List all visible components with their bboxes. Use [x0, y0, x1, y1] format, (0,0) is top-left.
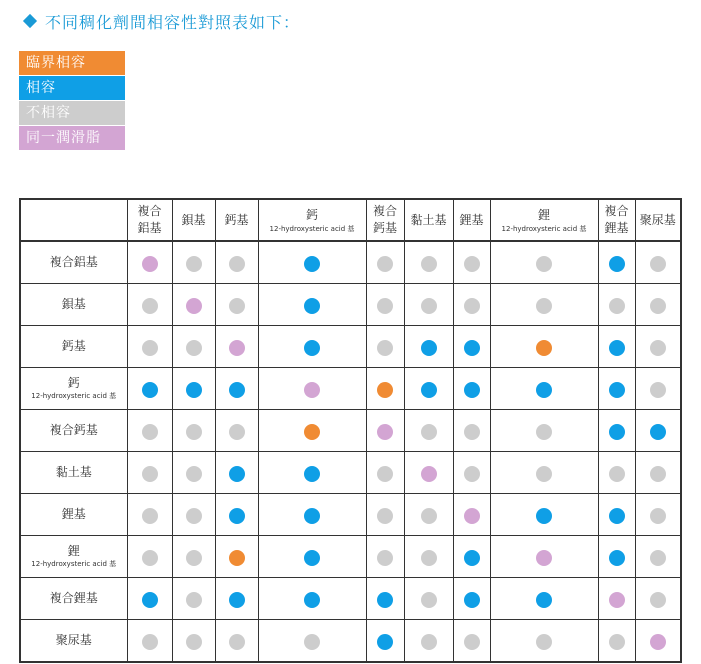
name-line: 聚尿基: [639, 212, 676, 227]
status-dot-incompatible: [421, 298, 437, 314]
status-dot-compatible: [464, 550, 480, 566]
compatibility-cell: [258, 368, 366, 410]
compatibility-cell: [127, 241, 172, 284]
status-dot-incompatible: [142, 550, 158, 566]
table-row: [20, 494, 681, 536]
compatibility-cell: [404, 536, 453, 578]
status-dot-incompatible: [650, 382, 666, 398]
status-dot-same: [536, 550, 552, 566]
status-dot-compatible: [464, 382, 480, 398]
status-dot-incompatible: [536, 424, 552, 440]
status-dot-incompatible: [609, 466, 625, 482]
status-dot-compatible: [304, 508, 320, 524]
status-dot-compatible: [609, 382, 625, 398]
legend-item-partial: 臨界相容: [19, 51, 125, 75]
table-row: [20, 284, 681, 326]
status-dot-incompatible: [186, 592, 202, 608]
name-line: 鋰: [537, 207, 550, 222]
page-title: [25, 10, 300, 32]
status-dot-incompatible: [229, 634, 245, 650]
status-dot-incompatible: [421, 592, 437, 608]
compatibility-cell: [127, 494, 172, 536]
status-dot-compatible: [304, 340, 320, 356]
compatibility-cell: [215, 494, 258, 536]
row-header: [20, 368, 127, 410]
status-dot-compatible: [609, 340, 625, 356]
compatibility-cell: [366, 578, 404, 620]
status-dot-incompatible: [421, 508, 437, 524]
status-dot-incompatible: [421, 634, 437, 650]
compatibility-cell: [258, 536, 366, 578]
compatibility-cell: [172, 326, 215, 368]
compatibility-cell: [453, 368, 490, 410]
column-header: [453, 199, 490, 241]
compatibility-cell: [215, 620, 258, 663]
compatibility-cell: [453, 452, 490, 494]
name-line: 複合: [137, 204, 162, 218]
legend-item-incompatible: 不相容: [19, 101, 125, 125]
compatibility-cell: [127, 326, 172, 368]
status-dot-incompatible: [186, 340, 202, 356]
compatibility-cell: [635, 494, 681, 536]
status-dot-incompatible: [536, 634, 552, 650]
compatibility-cell: [172, 536, 215, 578]
status-dot-incompatible: [377, 550, 393, 566]
compatibility-cell: [258, 284, 366, 326]
table-row: [20, 368, 681, 410]
name-subtitle: 12-hydroxysteric acid 基: [269, 224, 355, 233]
compatibility-cell: [127, 578, 172, 620]
compatibility-cell: [215, 578, 258, 620]
compatibility-cell: [598, 578, 635, 620]
table-row: [20, 578, 681, 620]
compatibility-cell: [453, 326, 490, 368]
row-header: [20, 620, 127, 663]
compatibility-cell: [490, 536, 598, 578]
status-dot-incompatible: [377, 256, 393, 272]
compatibility-cell: [404, 494, 453, 536]
name-line: 聚尿基: [55, 633, 92, 647]
name-line: 複合鋁基: [49, 255, 98, 269]
compatibility-cell: [127, 536, 172, 578]
status-dot-partial: [536, 340, 552, 356]
compatibility-cell: [366, 620, 404, 663]
compatibility-cell: [635, 410, 681, 452]
status-dot-compatible: [377, 592, 393, 608]
column-header: [635, 199, 681, 241]
status-dot-incompatible: [536, 256, 552, 272]
compatibility-cell: [404, 452, 453, 494]
compatibility-cell: [635, 620, 681, 663]
compatibility-cell: [127, 620, 172, 663]
compatibility-cell: [258, 494, 366, 536]
compatibility-cell: [490, 620, 598, 663]
row-header: [20, 241, 127, 284]
compatibility-cell: [404, 620, 453, 663]
status-dot-same: [229, 340, 245, 356]
name-line: 鋁基: [137, 221, 162, 235]
status-dot-incompatible: [650, 256, 666, 272]
status-dot-incompatible: [421, 256, 437, 272]
name-line: 鋰: [67, 544, 80, 558]
compatibility-cell: [490, 578, 598, 620]
compatibility-cell: [635, 284, 681, 326]
compatibility-cell: [490, 410, 598, 452]
legend-item-compatible: 相容: [19, 76, 125, 100]
name-line: 複合鋰基: [49, 591, 98, 605]
compatibility-cell: [453, 620, 490, 663]
diamond-bullet-icon: [23, 14, 37, 28]
status-dot-compatible: [421, 340, 437, 356]
status-dot-incompatible: [464, 298, 480, 314]
compatibility-cell: [258, 241, 366, 284]
compatibility-cell: [453, 284, 490, 326]
status-dot-incompatible: [377, 340, 393, 356]
name-line: 黏土基: [55, 465, 92, 479]
status-dot-same: [142, 256, 158, 272]
compatibility-cell: [258, 620, 366, 663]
status-dot-incompatible: [142, 466, 158, 482]
compatibility-cell: [366, 284, 404, 326]
column-header: [490, 199, 598, 241]
compatibility-cell: [598, 326, 635, 368]
status-dot-incompatible: [421, 550, 437, 566]
status-dot-same: [464, 508, 480, 524]
name-subtitle: 12-hydroxysteric acid 基: [501, 224, 587, 233]
table-row: [20, 326, 681, 368]
status-dot-incompatible: [464, 256, 480, 272]
status-dot-compatible: [609, 508, 625, 524]
status-dot-incompatible: [186, 550, 202, 566]
status-dot-same: [650, 634, 666, 650]
compatibility-cell: [598, 494, 635, 536]
status-dot-compatible: [304, 550, 320, 566]
status-dot-incompatible: [142, 298, 158, 314]
status-dot-incompatible: [377, 508, 393, 524]
status-dot-compatible: [229, 382, 245, 398]
status-dot-compatible: [421, 382, 437, 398]
status-dot-incompatible: [377, 298, 393, 314]
status-dot-compatible: [377, 634, 393, 650]
status-dot-incompatible: [186, 256, 202, 272]
compatibility-cell: [366, 241, 404, 284]
name-line: 黏土基: [410, 212, 447, 227]
column-header: [127, 199, 172, 241]
compatibility-cell: [172, 241, 215, 284]
status-dot-compatible: [142, 592, 158, 608]
compatibility-cell: [453, 578, 490, 620]
status-dot-incompatible: [650, 298, 666, 314]
compatibility-cell: [172, 494, 215, 536]
compatibility-cell: [490, 368, 598, 410]
status-dot-incompatible: [650, 550, 666, 566]
status-dot-incompatible: [650, 340, 666, 356]
status-dot-compatible: [142, 382, 158, 398]
compatibility-cell: [404, 241, 453, 284]
compatibility-cell: [490, 494, 598, 536]
compatibility-cell: [215, 410, 258, 452]
status-dot-same: [304, 382, 320, 398]
status-dot-incompatible: [377, 466, 393, 482]
status-dot-incompatible: [229, 256, 245, 272]
row-header: [20, 494, 127, 536]
compatibility-cell: [258, 578, 366, 620]
compatibility-cell: [490, 326, 598, 368]
column-header: [366, 199, 404, 241]
compatibility-cell: [635, 578, 681, 620]
status-dot-compatible: [609, 550, 625, 566]
name-line: 鈣基: [372, 221, 397, 235]
compatibility-cell: [404, 410, 453, 452]
compatibility-cell: [366, 452, 404, 494]
status-dot-partial: [304, 424, 320, 440]
name-line: 複合: [372, 204, 397, 218]
status-dot-compatible: [464, 340, 480, 356]
compatibility-cell: [366, 494, 404, 536]
compatibility-cell: [404, 368, 453, 410]
name-line: 鋰基: [459, 212, 484, 227]
compatibility-cell: [172, 620, 215, 663]
legend: [19, 51, 125, 151]
compatibility-cell: [258, 326, 366, 368]
compatibility-cell: [404, 284, 453, 326]
status-dot-incompatible: [186, 424, 202, 440]
status-dot-incompatible: [464, 424, 480, 440]
name-line: 複合: [604, 204, 629, 218]
column-header: [258, 199, 366, 241]
status-dot-compatible: [536, 592, 552, 608]
status-dot-same: [186, 298, 202, 314]
status-dot-compatible: [650, 424, 666, 440]
status-dot-incompatible: [142, 508, 158, 524]
status-dot-incompatible: [650, 508, 666, 524]
compatibility-cell: [172, 284, 215, 326]
compatibility-cell: [215, 452, 258, 494]
status-dot-incompatible: [142, 424, 158, 440]
row-header: [20, 284, 127, 326]
compatibility-cell: [598, 620, 635, 663]
name-line: 鈣基: [224, 212, 249, 227]
row-header: [20, 410, 127, 452]
compatibility-cell: [598, 452, 635, 494]
compatibility-cell: [172, 578, 215, 620]
compatibility-cell: [258, 452, 366, 494]
name-line: 鈣基: [61, 339, 86, 353]
compatibility-cell: [127, 284, 172, 326]
compatibility-cell: [215, 284, 258, 326]
compatibility-cell: [127, 368, 172, 410]
status-dot-incompatible: [536, 298, 552, 314]
name-subtitle: 12-hydroxysteric acid 基: [31, 560, 117, 568]
compatibility-table: [19, 198, 682, 663]
compatibility-cell: [172, 368, 215, 410]
name-line: 鋇基: [61, 297, 86, 311]
compatibility-cell: [635, 536, 681, 578]
table-row: [20, 536, 681, 578]
compatibility-cell: [598, 410, 635, 452]
status-dot-incompatible: [609, 298, 625, 314]
status-dot-compatible: [304, 592, 320, 608]
status-dot-compatible: [609, 424, 625, 440]
compatibility-cell: [598, 241, 635, 284]
column-header: [404, 199, 453, 241]
status-dot-incompatible: [186, 466, 202, 482]
status-dot-compatible: [609, 256, 625, 272]
status-dot-incompatible: [142, 634, 158, 650]
status-dot-compatible: [186, 382, 202, 398]
compatibility-cell: [598, 284, 635, 326]
compatibility-cell: [598, 368, 635, 410]
compatibility-cell: [215, 241, 258, 284]
status-dot-incompatible: [609, 634, 625, 650]
status-dot-same: [377, 424, 393, 440]
compatibility-cell: [490, 241, 598, 284]
name-line: 鋰基: [604, 221, 629, 235]
name-line: 鈣: [67, 376, 80, 390]
name-line: 鈣: [305, 207, 318, 222]
status-dot-incompatible: [536, 466, 552, 482]
status-dot-compatible: [229, 466, 245, 482]
status-dot-incompatible: [304, 634, 320, 650]
compatibility-cell: [453, 241, 490, 284]
name-line: 鋇基: [181, 212, 206, 227]
status-dot-compatible: [304, 256, 320, 272]
status-dot-compatible: [464, 592, 480, 608]
row-header: [20, 452, 127, 494]
compatibility-cell: [172, 452, 215, 494]
compatibility-cell: [215, 536, 258, 578]
status-dot-incompatible: [186, 508, 202, 524]
status-dot-incompatible: [464, 634, 480, 650]
status-dot-incompatible: [229, 298, 245, 314]
status-dot-partial: [229, 550, 245, 566]
compatibility-cell: [490, 452, 598, 494]
status-dot-incompatible: [464, 466, 480, 482]
status-dot-compatible: [304, 298, 320, 314]
compatibility-cell: [258, 410, 366, 452]
column-header: [172, 199, 215, 241]
status-dot-compatible: [304, 466, 320, 482]
status-dot-same: [609, 592, 625, 608]
compatibility-cell: [366, 536, 404, 578]
row-header: [20, 536, 127, 578]
status-dot-incompatible: [142, 340, 158, 356]
status-dot-same: [421, 466, 437, 482]
compatibility-cell: [598, 536, 635, 578]
compatibility-cell: [172, 410, 215, 452]
status-dot-incompatible: [650, 466, 666, 482]
column-header: [215, 199, 258, 241]
compatibility-cell: [453, 536, 490, 578]
column-header: [598, 199, 635, 241]
compatibility-cell: [366, 368, 404, 410]
table-row: [20, 241, 681, 284]
status-dot-compatible: [229, 592, 245, 608]
status-dot-incompatible: [186, 634, 202, 650]
page-title-text: 不同稠化劑間相容性對照表如下：: [45, 12, 301, 32]
status-dot-incompatible: [650, 592, 666, 608]
status-dot-compatible: [536, 382, 552, 398]
corner-cell: [20, 199, 127, 241]
compatibility-cell: [453, 410, 490, 452]
row-header: [20, 578, 127, 620]
status-dot-incompatible: [421, 424, 437, 440]
compatibility-cell: [127, 452, 172, 494]
name-line: 複合鈣基: [49, 423, 98, 437]
compatibility-cell: [366, 410, 404, 452]
status-dot-incompatible: [229, 424, 245, 440]
table-row: [20, 410, 681, 452]
status-dot-partial: [377, 382, 393, 398]
compatibility-cell: [215, 368, 258, 410]
name-subtitle: 12-hydroxysteric acid 基: [31, 392, 117, 400]
compatibility-cell: [635, 241, 681, 284]
compatibility-cell: [635, 452, 681, 494]
table-row: [20, 620, 681, 663]
compatibility-cell: [453, 494, 490, 536]
legend-item-same: 同一潤滑脂: [19, 126, 125, 150]
compatibility-cell: [635, 368, 681, 410]
compatibility-cell: [404, 578, 453, 620]
row-header: [20, 326, 127, 368]
status-dot-compatible: [229, 508, 245, 524]
compatibility-cell: [635, 326, 681, 368]
compatibility-cell: [366, 326, 404, 368]
status-dot-compatible: [536, 508, 552, 524]
compatibility-cell: [215, 326, 258, 368]
name-line: 鋰基: [61, 507, 86, 521]
compatibility-cell: [490, 284, 598, 326]
compatibility-cell: [127, 410, 172, 452]
compatibility-cell: [404, 326, 453, 368]
table-row: [20, 452, 681, 494]
